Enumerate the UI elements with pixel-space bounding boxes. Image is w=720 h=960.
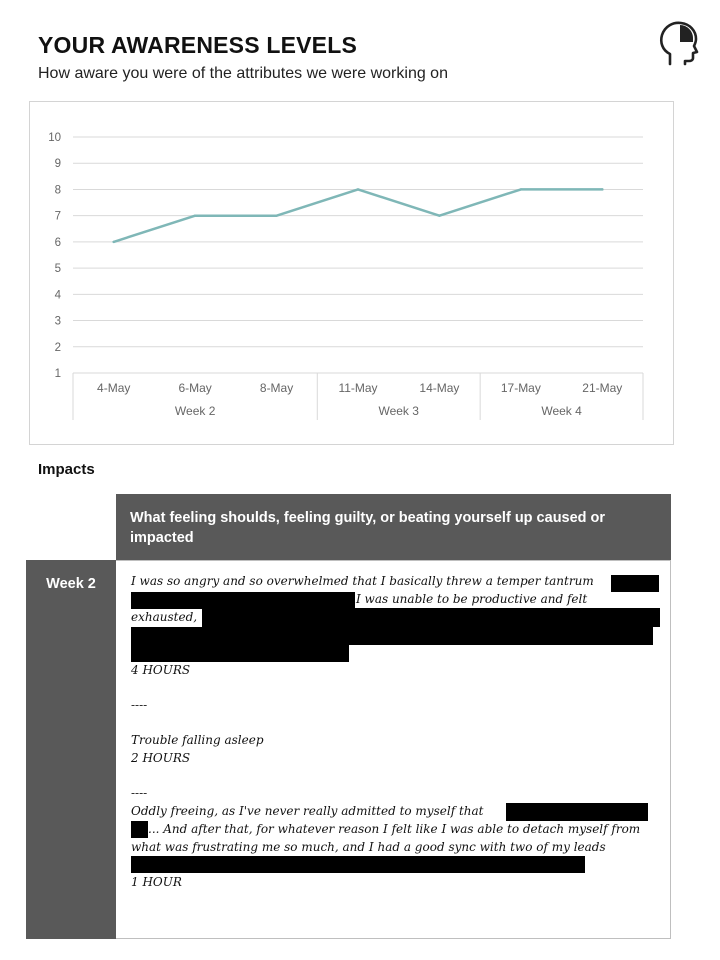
note-line: Trouble falling asleep <box>131 733 264 747</box>
data-point <box>520 188 522 190</box>
data-point <box>275 214 277 216</box>
data-point <box>113 241 115 243</box>
note-line: 1 HOUR <box>131 875 182 889</box>
x-tick-label: 4-May <box>97 381 131 395</box>
awareness-line-chart <box>30 102 675 446</box>
data-point <box>601 188 603 190</box>
note-line: 2 HOURS <box>131 751 191 765</box>
data-point <box>438 214 440 216</box>
x-tick-label: 8-May <box>259 381 294 395</box>
redaction-bar <box>506 803 648 821</box>
x-tick-label: 21-May <box>582 381 623 395</box>
y-tick-label: 10 <box>48 132 61 144</box>
redaction-bar <box>131 856 585 873</box>
page-subtitle: How aware you were of the attributes we were working on <box>38 65 448 82</box>
impacts-heading: Impacts <box>38 461 95 478</box>
awareness-chart <box>29 101 674 445</box>
data-point <box>194 214 196 216</box>
note-line: I was unable to be productive and felt <box>356 592 588 606</box>
impacts-column-header: What feeling shoulds, feeling guilty, or beating yourself up caused or impacted <box>116 494 671 560</box>
redaction-bar <box>131 821 148 838</box>
redaction-bar <box>202 608 660 627</box>
note-line: 4 HOURS <box>131 663 191 677</box>
y-tick-label: 4 <box>54 289 61 302</box>
y-tick-label: 9 <box>54 158 61 171</box>
note-line: exhausted, <box>131 610 198 624</box>
x-tick-label: 6-May <box>178 381 212 395</box>
x-tick-label: 14-May <box>419 381 460 395</box>
week-label: Week 2 <box>26 560 116 939</box>
y-tick-label: 3 <box>54 315 61 328</box>
note-separator: ---- <box>131 698 148 712</box>
note-line: ... And after that, for whatever reason I felt like I was able to detach myself from <box>148 822 641 836</box>
head-icon <box>656 20 700 66</box>
redaction-bar <box>131 627 653 645</box>
redaction-bar <box>131 592 355 609</box>
group-label: Week 4 <box>541 404 582 418</box>
x-tick-label: 11-May <box>338 381 378 395</box>
note-line: Oddly freeing, as I've never really admitted to myself that <box>131 804 484 818</box>
x-tick-label: 17-May <box>500 381 541 395</box>
group-label: Week 3 <box>378 404 419 418</box>
group-label: Week 2 <box>174 404 216 418</box>
note-line: I was so angry and so overwhelmed that I basically threw a temper tantrum <box>131 574 594 588</box>
redaction-bar <box>611 575 659 592</box>
y-tick-label: 1 <box>54 368 61 380</box>
y-tick-label: 8 <box>54 184 61 197</box>
redaction-bar <box>131 645 349 662</box>
y-tick-label: 6 <box>54 236 61 249</box>
y-tick-label: 2 <box>54 341 61 354</box>
data-point <box>357 188 359 190</box>
note-line: what was frustrating me so much, and I had a good sync with two of my leads <box>131 840 606 854</box>
y-tick-label: 7 <box>54 210 61 223</box>
page-title: YOUR AWARENESS LEVELS <box>38 32 358 58</box>
note-separator: ---- <box>131 786 148 800</box>
y-tick-label: 5 <box>54 263 61 276</box>
